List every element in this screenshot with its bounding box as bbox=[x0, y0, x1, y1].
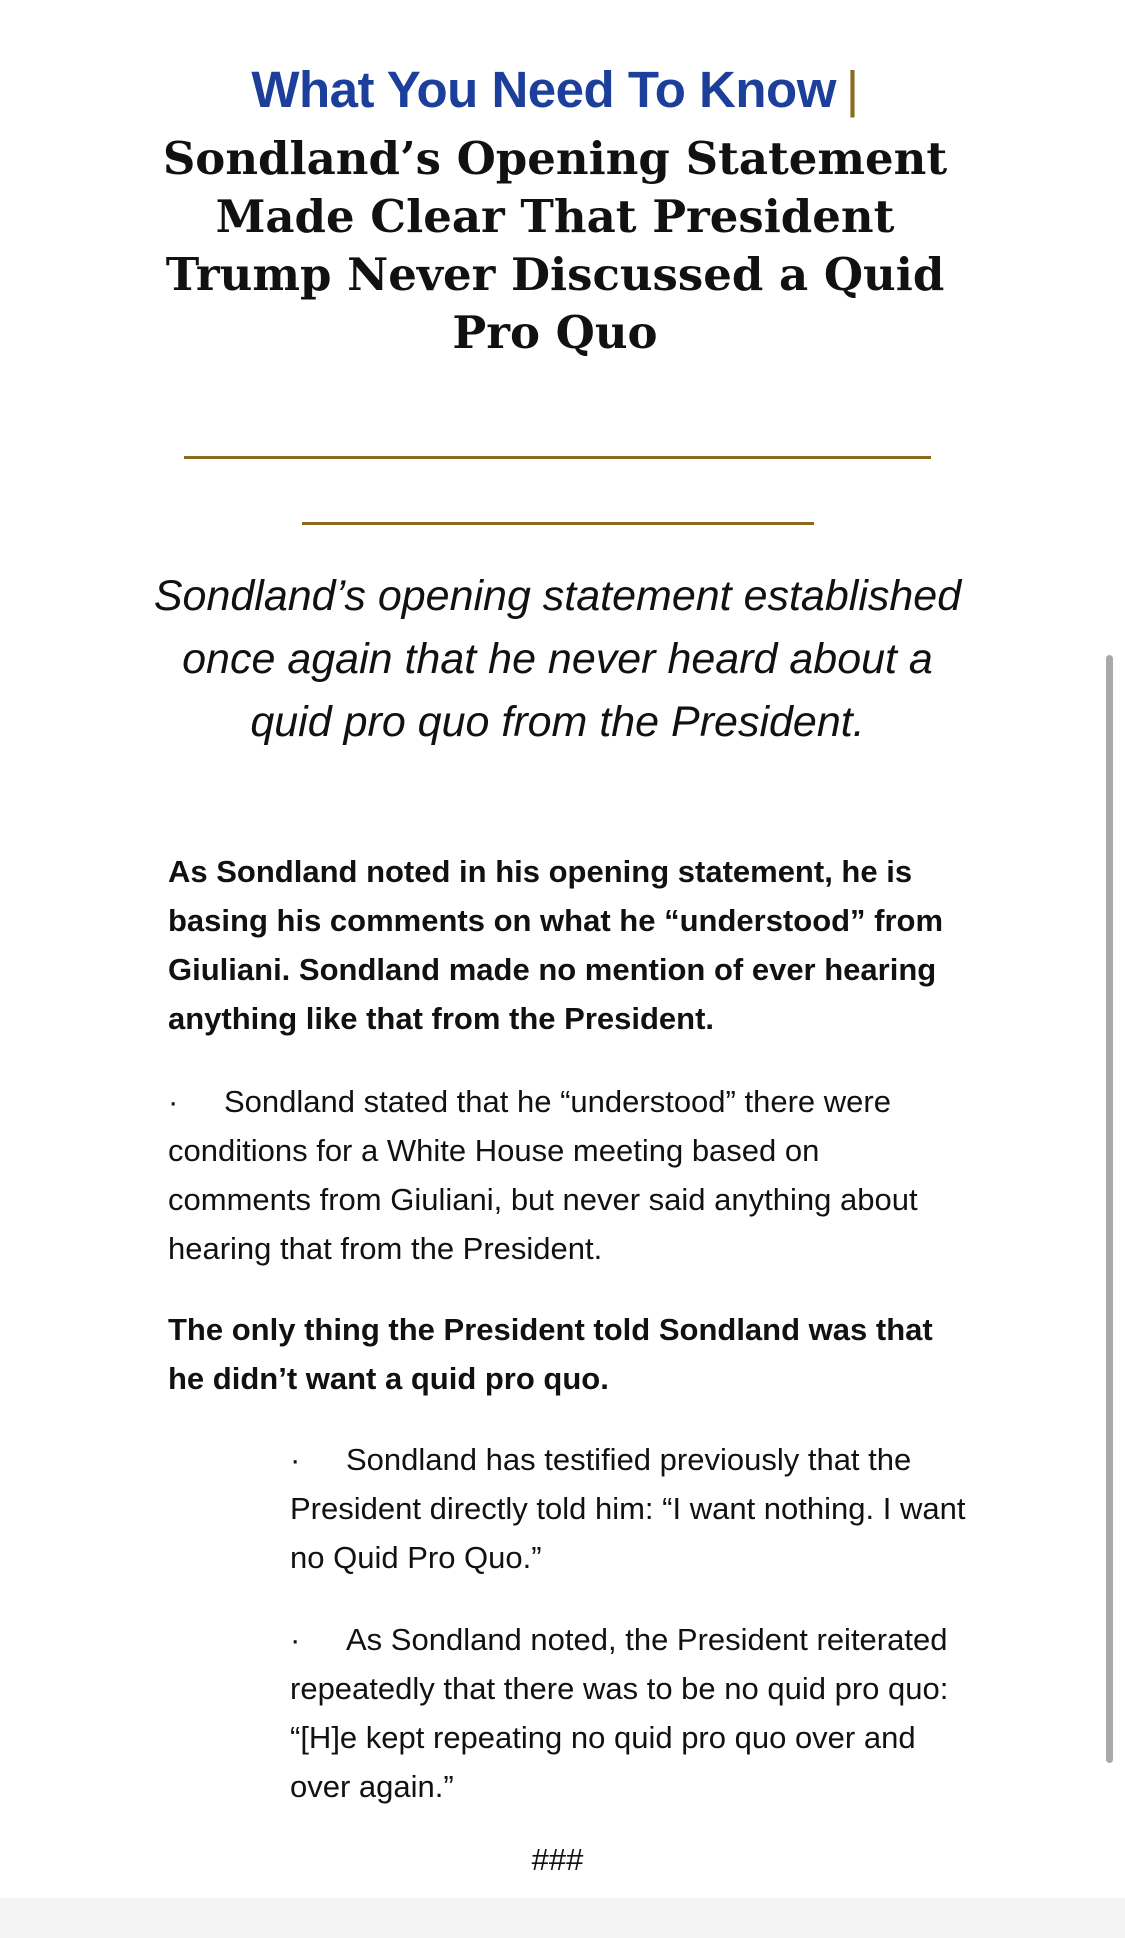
divider-rule-bottom bbox=[302, 522, 814, 525]
headline: Sondland’s Opening Statement Made Clear That President Trump Never Discussed a Quid Pro Quo bbox=[162, 132, 948, 359]
bullet-text: Sondland stated that he “understood” there were conditions for a White House meeting based on comments from Giuliani, but never said anything about hearing that from the President. bbox=[168, 1084, 918, 1266]
bullet-dot: · bbox=[290, 1622, 301, 1657]
bullet-dot: · bbox=[290, 1442, 301, 1477]
kicker-line bbox=[0, 60, 1110, 119]
paragraph-2: The only thing the President told Sondland was that he didn’t want a quid pro quo. bbox=[168, 1312, 933, 1396]
scrollbar[interactable] bbox=[1106, 655, 1113, 1763]
kicker-separator: | bbox=[845, 61, 859, 118]
bullet-paragraph-2 bbox=[290, 1435, 970, 1582]
subhead: Sondland’s opening statement established once again that he never heard about a quid pro quo from the President. bbox=[153, 572, 962, 746]
bullet-paragraph-3 bbox=[290, 1615, 970, 1811]
end-mark: ### bbox=[531, 1842, 584, 1877]
paragraph-1: As Sondland noted in his opening statement, he is basing his comments on what he “understood” from Giuliani. Sondland made no mention of ever hearing anything like that from the President. bbox=[168, 854, 944, 1036]
bullet-text: Sondland has testified previously that the President directly told him: “I want nothing. I want no Quid Pro Quo.” bbox=[290, 1442, 966, 1575]
bullet-dot: · bbox=[168, 1084, 179, 1119]
divider-rule-top bbox=[184, 456, 931, 459]
bottom-strip bbox=[0, 1898, 1125, 1938]
kicker-text: What You Need To Know bbox=[251, 61, 836, 118]
bullet-paragraph-1 bbox=[168, 1077, 958, 1273]
bullet-text: As Sondland noted, the President reiterated repeatedly that there was to be no quid pro quo: “[H]e kept repeating no quid pro quo over and over again.” bbox=[290, 1622, 949, 1804]
